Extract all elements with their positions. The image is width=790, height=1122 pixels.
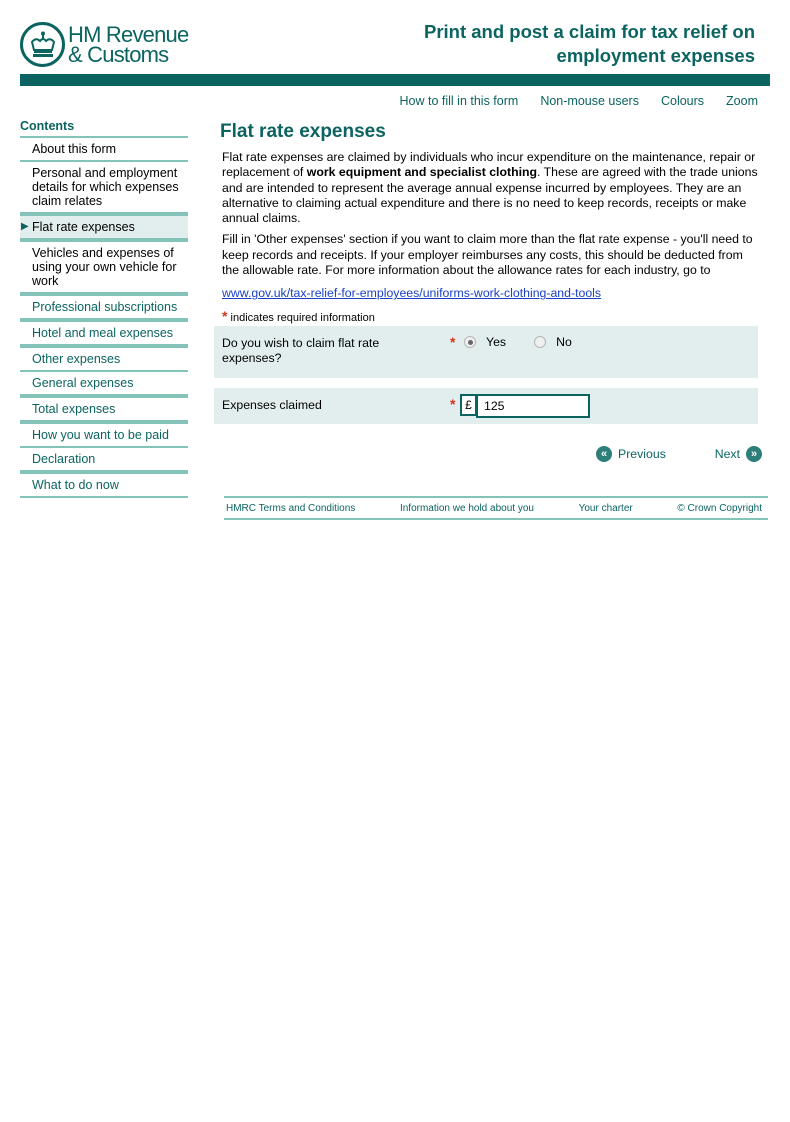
- footer-link-information-held[interactable]: Information we hold about you: [399, 502, 534, 514]
- previous-label: Previous: [618, 447, 666, 461]
- form-title-line-2: employment expenses: [556, 45, 755, 66]
- footer-link-charter[interactable]: Your charter: [578, 502, 633, 514]
- question-claim-flat-rate: [214, 326, 758, 378]
- contents-sidebar: [20, 119, 188, 498]
- page-navigation: [596, 446, 762, 466]
- intro-text-b: . These are agreed with the trade unions and are intended to represent the average annual expense incurred by employees. They are an alternative to claiming actual expenditure and there is no need to keep records, receipts or make annual claims.: [222, 165, 758, 226]
- required-note: [222, 308, 770, 324]
- link-colours[interactable]: Colours: [660, 94, 705, 108]
- contents-heading: Contents: [20, 119, 188, 138]
- sidebar-item-label: Personal and employment details for which expenses claim relates: [32, 166, 179, 208]
- sidebar-item-what-to-do-now[interactable]: [20, 474, 188, 498]
- required-star-icon: *: [450, 334, 456, 351]
- sidebar-item-label: Hotel and meal expenses: [32, 326, 174, 340]
- claim-flat-rate-radio-group: [464, 335, 600, 349]
- sidebar-item-label: Vehicles and expenses of using your own vehicle for work: [32, 246, 177, 288]
- sidebar-item-professional-subscriptions[interactable]: [20, 296, 188, 322]
- radio-no-label[interactable]: No: [556, 335, 572, 350]
- sidebar-item-label: About this form: [32, 142, 117, 156]
- sidebar-item-label: How you want to be paid: [32, 428, 169, 442]
- intro-text-bold: work equipment and specialist clothing: [306, 165, 538, 180]
- other-expenses-paragraph: Fill in 'Other expenses' section if you want to claim more than the flat rate expense - you'll need to keep records and receipts. If your employer reimburses any costs, this should be deducted from the allowable rate. For more information about the allowance rates for each industry, go to: [222, 232, 753, 278]
- sidebar-item-declaration[interactable]: [20, 448, 188, 474]
- currency-symbol: £: [460, 394, 477, 416]
- sidebar-item-about-this-form[interactable]: [20, 138, 188, 162]
- link-non-mouse-users[interactable]: Non-mouse users: [540, 94, 639, 108]
- sidebar-item-personal-details[interactable]: [20, 162, 188, 216]
- link-how-to-fill[interactable]: How to fill in this form: [399, 94, 519, 108]
- hmrc-logo[interactable]: [20, 22, 188, 67]
- current-arrow-icon: ▶: [21, 221, 29, 232]
- next-label: Next: [714, 447, 740, 461]
- sidebar-item-label: What to do now: [32, 478, 119, 492]
- page-title: Flat rate expenses: [220, 121, 386, 142]
- question-label: Expenses claimed: [222, 398, 322, 413]
- form-title: [424, 20, 755, 68]
- expenses-claimed-input[interactable]: [476, 394, 590, 418]
- logo-line-1: HM Revenue: [68, 21, 189, 47]
- sidebar-item-flat-rate-expenses[interactable]: [20, 216, 188, 242]
- radio-yes-label[interactable]: Yes: [486, 335, 507, 350]
- utility-links: [378, 94, 758, 108]
- link-zoom[interactable]: Zoom: [726, 94, 758, 108]
- sidebar-item-total-expenses[interactable]: [20, 398, 188, 424]
- required-star-icon: *: [450, 396, 456, 413]
- footer-link-copyright[interactable]: © Crown Copyright: [677, 502, 762, 514]
- footer: [224, 496, 768, 520]
- next-chevron-icon: »: [746, 446, 762, 462]
- logo-text: [68, 21, 189, 67]
- radio-no[interactable]: [534, 336, 546, 348]
- allowance-rates-link[interactable]: www.gov.uk/tax-relief-for-employees/uniforms-work-clothing-and-tools: [222, 286, 602, 301]
- sidebar-item-label: General expenses: [32, 376, 134, 390]
- sidebar-item-other-expenses[interactable]: [20, 348, 188, 372]
- sidebar-item-label: Professional subscriptions: [32, 300, 178, 314]
- next-button[interactable]: [715, 446, 762, 462]
- sidebar-item-label: Other expenses: [32, 352, 121, 366]
- question-label: Do you wish to claim flat rate expenses?: [222, 336, 380, 366]
- required-note-text: indicates required information: [230, 312, 375, 325]
- sidebar-item-label: Total expenses: [32, 402, 116, 416]
- intro-text-a: Flat rate expenses are claimed by individuals who incur expenditure on the maintenance, repair or replacement of: [222, 150, 756, 180]
- required-star-icon: *: [222, 308, 228, 325]
- question-expenses-claimed: [214, 388, 758, 424]
- sidebar-item-label: Declaration: [32, 452, 96, 466]
- radio-yes[interactable]: [464, 336, 476, 348]
- main-content: [214, 121, 770, 461]
- sidebar-item-how-paid[interactable]: [20, 424, 188, 448]
- sidebar-item-vehicles[interactable]: [20, 242, 188, 296]
- header-bar: [20, 74, 770, 86]
- previous-chevron-icon: «: [596, 446, 612, 462]
- intro-paragraph: [222, 150, 762, 226]
- previous-button[interactable]: [596, 446, 666, 462]
- footer-link-terms[interactable]: HMRC Terms and Conditions: [226, 502, 356, 514]
- form-title-line-1: Print and post a claim for tax relief on: [423, 21, 755, 42]
- logo-line-2: & Customs: [68, 41, 169, 67]
- sidebar-item-hotel-meal[interactable]: [20, 322, 188, 348]
- sidebar-item-general-expenses[interactable]: [20, 372, 188, 398]
- sidebar-item-label: Flat rate expenses: [32, 220, 135, 234]
- crown-crest-icon: [20, 22, 65, 67]
- header: [20, 20, 770, 72]
